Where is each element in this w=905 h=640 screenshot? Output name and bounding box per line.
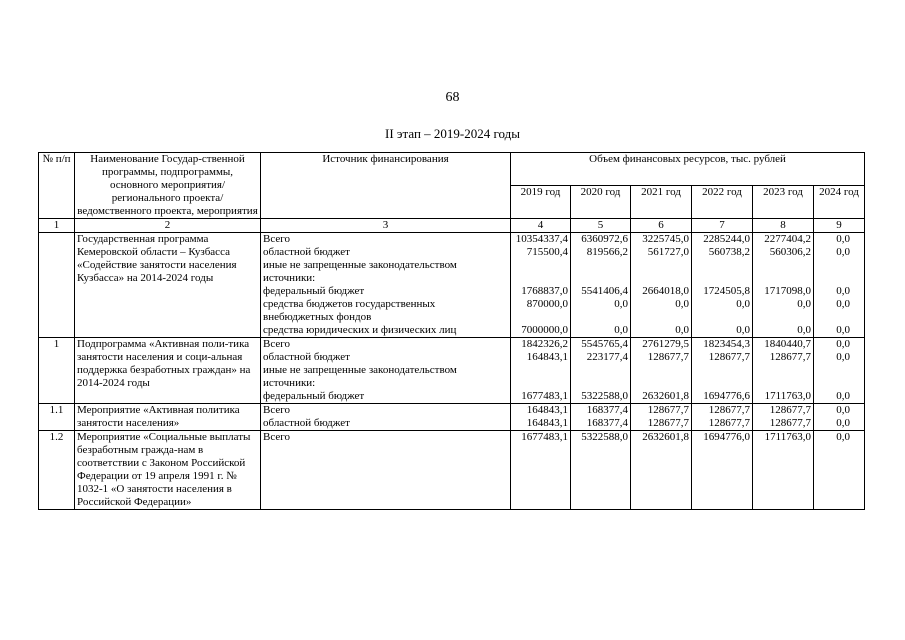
row-name: Мероприятие «Активная политика занятости населения»	[75, 404, 261, 431]
column-index: 7	[692, 219, 753, 233]
cell-value: 0,0	[836, 404, 851, 416]
cell-value: 0,0	[836, 338, 851, 350]
cell-value: 0,0	[675, 324, 689, 336]
source-label: федеральный бюджет	[263, 285, 365, 297]
stage-title: II этап – 2019-2024 годы	[385, 126, 520, 141]
cell-value: 164843,1	[526, 417, 568, 429]
cell-value: 1842326,2	[521, 338, 568, 350]
values-2019	[511, 338, 571, 404]
cell-value: 0,0	[736, 324, 750, 336]
cell-value: 819566,2	[586, 246, 628, 258]
header-year-2022: 2022 год	[692, 186, 753, 219]
column-index: 4	[511, 219, 571, 233]
values-2022	[692, 431, 753, 510]
cell-value: 0,0	[836, 417, 851, 429]
cell-value: 1694776,6	[703, 390, 750, 402]
values-2022	[692, 233, 753, 338]
cell-value: 0,0	[836, 390, 851, 402]
cell-value: 561727,0	[647, 246, 689, 258]
cell-value: 1677483,1	[521, 390, 568, 402]
header-year-2021: 2021 год	[631, 186, 692, 219]
cell-value: 128677,7	[769, 404, 811, 416]
cell-value: 2285244,0	[703, 233, 750, 245]
values-2023	[753, 233, 814, 338]
cell-value: 168377,4	[586, 417, 628, 429]
row-sources	[261, 338, 511, 404]
cell-value: 560738,2	[708, 246, 750, 258]
cell-value: 0,0	[836, 285, 851, 297]
cell-value: 0,0	[836, 351, 851, 363]
cell-value: 128677,7	[769, 351, 811, 363]
cell-value: 870000,0	[526, 298, 568, 310]
cell-value: 128677,7	[647, 404, 689, 416]
values-2023	[753, 404, 814, 431]
cell-value: 2632601,8	[642, 390, 689, 402]
values-2023	[753, 338, 814, 404]
cell-value: 0,0	[836, 233, 851, 245]
cell-value: 0,0	[614, 324, 628, 336]
header-year-2023: 2023 год	[753, 186, 814, 219]
cell-value: 1840440,7	[764, 338, 811, 350]
row-name: Подпрограмма «Активная поли-тика занятости населения и соци-альная поддержка безработных граждан» на 2014-2024 годы	[75, 338, 261, 404]
table-row	[39, 338, 865, 404]
cell-value: 164843,1	[526, 351, 568, 363]
source-label: областной бюджет	[263, 246, 350, 258]
source-label: Всего	[263, 404, 290, 416]
cell-value: 128677,7	[647, 417, 689, 429]
column-index: 6	[631, 219, 692, 233]
values-2024	[814, 338, 865, 404]
cell-value: 715500,4	[526, 246, 568, 258]
table-row	[39, 233, 865, 338]
values-2022	[692, 404, 753, 431]
financing-table	[38, 152, 865, 510]
cell-value: 1768837,0	[521, 285, 568, 297]
source-label: иные не запрещенные законодательством источники:	[263, 259, 457, 284]
values-2024	[814, 233, 865, 338]
cell-value: 168377,4	[586, 404, 628, 416]
values-2023	[753, 431, 814, 510]
source-label: федеральный бюджет	[263, 390, 365, 402]
header-col-volume: Объем финансовых ресурсов, тыс. рублей	[511, 153, 865, 186]
cell-value: 1694776,0	[703, 431, 750, 443]
values-2022	[692, 338, 753, 404]
cell-value: 5322588,0	[581, 390, 628, 402]
values-2021	[631, 431, 692, 510]
cell-value: 128677,7	[769, 417, 811, 429]
source-label: Всего	[263, 431, 290, 443]
cell-value: 5322588,0	[581, 431, 628, 443]
header-col-name: Наименование Государ-ственной программы, подпрограммы, основного мероприятия/ регионального проекта/ ведомственного проекта, мероприятия	[75, 153, 261, 219]
cell-value: 128677,7	[708, 417, 750, 429]
header-col-number: № п/п	[39, 153, 75, 219]
values-2019	[511, 431, 571, 510]
page-number: 68	[445, 90, 460, 105]
values-2021	[631, 338, 692, 404]
table-row	[39, 431, 865, 510]
row-sources	[261, 404, 511, 431]
header-year-2020: 2020 год	[571, 186, 631, 219]
values-2020	[571, 404, 631, 431]
cell-value: 0,0	[836, 431, 851, 443]
column-index: 8	[753, 219, 814, 233]
cell-value: 0,0	[797, 324, 811, 336]
cell-value: 128677,7	[708, 351, 750, 363]
row-name: Государственная программа Кемеровской области – Кузбасса «Содействие занятости населения Кузбасса» на 2014-2024 годы	[75, 233, 261, 338]
cell-value: 128677,7	[708, 404, 750, 416]
values-2024	[814, 404, 865, 431]
column-index: 3	[261, 219, 511, 233]
row-number: 1.1	[39, 404, 75, 431]
source-label: областной бюджет	[263, 351, 350, 363]
cell-value: 5541406,4	[581, 285, 628, 297]
cell-value: 1711763,0	[764, 431, 811, 443]
row-number: 1	[39, 338, 75, 404]
cell-value: 0,0	[797, 298, 811, 310]
cell-value: 2632601,8	[642, 431, 689, 443]
cell-value: 1711763,0	[764, 390, 811, 402]
cell-value: 0,0	[675, 298, 689, 310]
header-col-source: Источник финансирования	[261, 153, 511, 219]
cell-value: 0,0	[836, 298, 851, 310]
row-name: Мероприятие «Социальные выплаты безработным гражда-нам в соответствии с Законом Российской Федерации от 19 апреля 1991 г. № 1032-1 «О занятости населения в Российской Федерации»	[75, 431, 261, 510]
source-label: Всего	[263, 233, 290, 245]
column-index: 5	[571, 219, 631, 233]
column-index: 2	[75, 219, 261, 233]
source-label: средства бюджетов государственных внебюджетных фондов	[263, 298, 436, 323]
source-label: Всего	[263, 338, 290, 350]
row-number	[39, 233, 75, 338]
cell-value: 0,0	[836, 324, 851, 336]
values-2024	[814, 431, 865, 510]
values-2020	[571, 338, 631, 404]
cell-value: 1724505,8	[703, 285, 750, 297]
cell-value: 128677,7	[647, 351, 689, 363]
cell-value: 3225745,0	[642, 233, 689, 245]
cell-value: 10354337,4	[515, 233, 568, 245]
cell-value: 1677483,1	[521, 431, 568, 443]
values-2020	[571, 233, 631, 338]
cell-value: 223177,4	[586, 351, 628, 363]
source-label: средства юридических и физических лиц	[263, 324, 457, 336]
cell-value: 5545765,4	[581, 338, 628, 350]
header-year-2024: 2024 год	[814, 186, 865, 219]
values-2021	[631, 404, 692, 431]
header-year-2019: 2019 год	[511, 186, 571, 219]
cell-value: 1717098,0	[764, 285, 811, 297]
row-sources	[261, 233, 511, 338]
values-2019	[511, 404, 571, 431]
cell-value: 6360972,6	[581, 233, 628, 245]
cell-value: 2277404,2	[764, 233, 811, 245]
column-index: 9	[814, 219, 865, 233]
values-2021	[631, 233, 692, 338]
cell-value: 0,0	[836, 246, 851, 258]
cell-value: 560306,2	[769, 246, 811, 258]
column-index: 1	[39, 219, 75, 233]
values-2020	[571, 431, 631, 510]
cell-value: 0,0	[614, 298, 628, 310]
source-label: иные не запрещенные законодательством источники:	[263, 364, 457, 389]
values-2019	[511, 233, 571, 338]
cell-value: 1823454,3	[703, 338, 750, 350]
cell-value: 164843,1	[526, 404, 568, 416]
source-label: областной бюджет	[263, 417, 350, 429]
cell-value: 2761279,5	[642, 338, 689, 350]
row-sources	[261, 431, 511, 510]
cell-value: 2664018,0	[642, 285, 689, 297]
row-number: 1.2	[39, 431, 75, 510]
table-row	[39, 404, 865, 431]
cell-value: 0,0	[736, 298, 750, 310]
cell-value: 7000000,0	[521, 324, 568, 336]
